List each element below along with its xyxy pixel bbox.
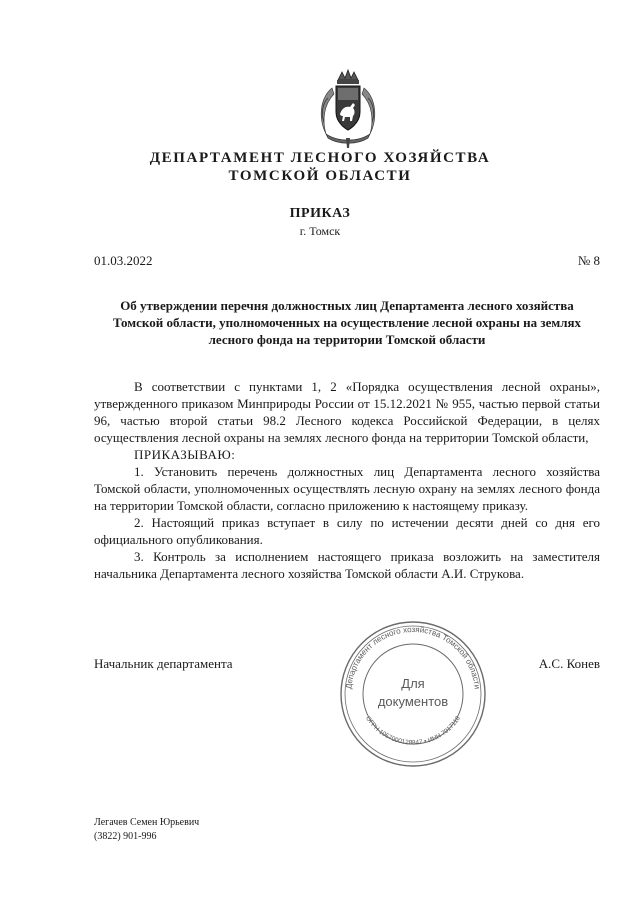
signer-name: А.С. Конев xyxy=(538,656,600,671)
department-name-line2: ТОМСКОЙ ОБЛАСТИ xyxy=(228,168,412,184)
order-item-2: 2. Настоящий приказ вступает в силу по истечении десяти дней со дня его официального опубликования. xyxy=(94,515,600,547)
order-item-3: 3. Контроль за исполнением настоящего приказа возложить на заместителя начальника Департамента лесного хозяйства Томской области А.И. Струкова. xyxy=(94,549,600,581)
order-item-1: 1. Установить перечень должностных лиц Департамента лесного хозяйства Томской области, уполномоченных осуществлять лесную охрану на землях лесного фонда на территории Томской области, согласно приложению к настоящему приказу. xyxy=(94,464,600,513)
document-type-title: ПРИКАЗ xyxy=(289,206,351,221)
stamp-code-text: ОГРН 1057000128847 • ИНН 7017118 xyxy=(364,715,462,747)
tomsk-oblast-coat-of-arms-icon xyxy=(312,68,384,152)
stamp-center-line1: Для xyxy=(401,676,425,691)
preamble-paragraph: В соответствии с пунктами 1, 2 «Порядка осуществления лесной охраны», утвержденного приказом Минприроды России от 15.12.2021 № 955, частью первой статьи 96, частью второй статьи 98.2 Лесного кодекса Российской Федерации, в целях осуществления лесной охраны на землях лесного фонда на территории Томской области, xyxy=(94,379,600,445)
issue-city: г. Томск xyxy=(299,224,341,238)
order-subject: Об утверждении перечня должностных лиц Департамента лесного хозяйства Томской области, уполномоченных на осуществление лесной охраны на землях лесного фонда на территории Томской области xyxy=(112,298,582,347)
official-stamp xyxy=(337,618,489,770)
executor-name: Легачев Семен Юрьевич xyxy=(94,817,200,828)
order-body xyxy=(94,378,600,582)
executor-info xyxy=(94,816,199,844)
decree-word: ПРИКАЗЫВАЮ: xyxy=(134,447,236,462)
stamp-ring-text: Департамент лесного хозяйства Томской области xyxy=(344,624,482,690)
executor-phone: (3822) 901-996 xyxy=(94,831,157,842)
stamp-center-line2: документов xyxy=(377,694,449,709)
order-date: 01.03.2022 xyxy=(94,253,153,268)
department-name-line1: ДЕПАРТАМЕНТ ЛЕСНОГО ХОЗЯЙСТВА xyxy=(149,150,491,166)
signer-position: Начальник департамента xyxy=(94,656,233,671)
order-number: № 8 xyxy=(577,253,600,268)
